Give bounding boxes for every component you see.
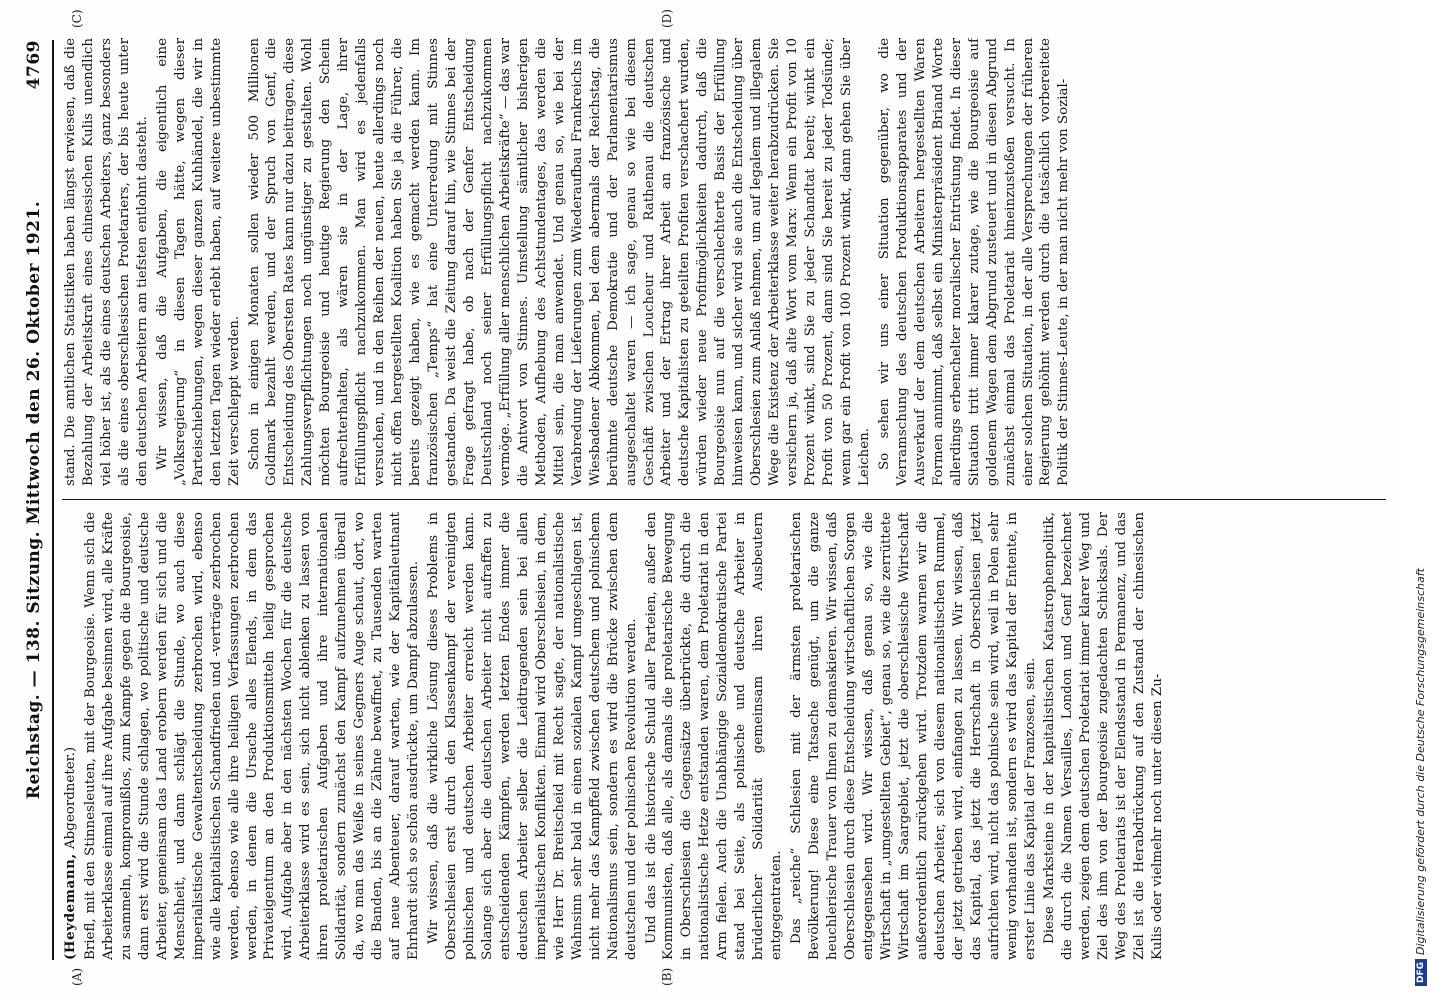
paragraph: Briefl, mit den Stinnesleuten, mit der Bourgeoisie. Wenn sich die Arbeiterklasse einmal auf ihre Aufgabe besinnen wird, alle Kräfte zu sammeln, kompromißlos, zum Kampfe gegen die Bourgeoisie, dann erst wird die Stunde schlagen, wo politische und deutsche Arbeiter, gemeinsam das Land erobern werden für sich und die Menschheit, und dann schlägt die Stunde, wo auch diese imperialistische Gewaltentscheidung zerbrochen wird, ebenso wie alle kapitalistischen Schandfrieden und -verträge zerbrochen werden, ebenso wie alle ihre heiligen Verfassungen zerbrochen werden, in denen die Ursache alles Elends, in dem das Privateigentum an den Produktionsmitteln heilig gesprochen wird. Aufgabe aber in den nächsten Wochen für die deutsche Arbeiterklasse wird es sein, sich nicht ablenken zu lassen von ihren proletarischen Aufgaben und ihre internationalen Solidarität, sondern zunächst den Kampf aufzunehmen überall da, wo man das Weiße in seines Gegners Auge schaut, dort, wo die Banden, bis an die Zähne bewaffnet, zu Tausenden warten auf neue Abenteuer, darauf warten, wie der Kapitänleutnant Ehrhardt sich so schön ausdrückte, um Dampf abzulassen. <box>82 512 422 960</box>
margin-marker-c: (C) <box>70 9 84 28</box>
page-number: 4769 <box>24 40 44 90</box>
left-column <box>62 512 1386 960</box>
dfg-logo: DFG <box>1415 959 1427 986</box>
right-column <box>62 38 1386 486</box>
paragraph: Das „reiche“ Schlesien mit der ärmsten proletarischen Bevölkerung! Diese eine Tatsache genügt, um die ganze heuchlerische Trauer von Ihnen zu demaskieren. Wir wissen, daß Oberschlesien durch diese Entscheidung wirtschaftlichen Sorgen entgegensehen wird. Wir wissen, daß genau so, wie die Wirtschaft in „umgestellten Gebiet“, genau so, wie die zerrüttete Wirtschaft im Saargebiet, jetzt die oberschlesische Wirtschaft außerordentlich zurückgehen wird. Trotzdem warnen wir die deutschen Arbeiter, sich von diesem nationalistischen Rummel, der jetzt getrieben wird, einfangen zu lassen. Wir wissen, daß das Kapital, das jetzt die Herrschaft in Oberschlesien jetzt aufrichten wird, nicht das polnische sein wird, weil in Polen sehr wenig vorhanden ist, sondern es wird das Kapital der Entente, in erster Linie das Kapital der Franzosen, sein. <box>789 512 1038 960</box>
paragraph: Schon in einigen Monaten sollen wieder 500 Millionen Goldmark bezahlt werden, und der Spruch von Genf, die Entscheidung des Obersten Rates kann nur dazu beitragen, diese Zahlungsverpflichtungen noch ungünstiger zu gestalten. Wohl möchten Bourgeoisie und heutige Regierung den Schein aufrechterhalten, als wären sie in der Lage, ihrer Erfüllungspflicht nachzukommen. Man wird es jedenfalls versuchen, und in den Reihen der neuen, heute allerdings noch nicht offen hergestellten Koalition haben Sie ja die Führer, die bereits gezeigt haben, wie es gemacht werden kann. Im französischen „Temps“ hat eine Unterredung mit Stinnes gestanden. Da weist die Zeitung darauf hin, wie Stinnes bei der Frage gefragt habe, ob nach der Genfer Entscheidung Deutschland noch seiner Erfüllungspflicht nachzukommen vermöge. „Erfüllung aller menschlichen Arbeitskräfte“ — das war die Antwort von Stinnes. Umstellung sämtlicher bisherigen Methoden, Aufhebung des Achtstundentages, das werden die Mittel sein, die man anwendet. Und genau so, wie bei der Verabredung der Lieferungen zum Wiederaufbau Frankreichs im Wiesbadener Abkommen, bei dem abermals der Reichstag, die berühmte deutsche Demokratie und der Parlamentarismus ausgeschaltet waren — ich sage, genau so wie bei diesem Geschäft zwischen Loucheur und Rathenau die deutschen Arbeiter und der Ertrag ihrer Arbeit an französische und deutsche Kapitalisten zu geteilten Profiten verschachert wurden, würden wieder neue Profitmöglichkeiten dadurch, daß die Bourgeoisie nun auf die verschlechterte Basis der Erfüllung hinweisen kann, und sicher wird sie auch die Entscheidung über Oberschlesien zum Anlaß nehmen, um auf legalem und illegalem Wege die Existenz der Arbeiterklasse weiter herabzudrücken. Sie versichern ja, daß alte Wort vom Marx: Wenn ein Profit von 10 Prozent winkt, sind Sie zu jeder Schandtat bereit; winkt ein Profit von 50 Prozent, dann sind Sie bereit zu jeder Todsünde; wenn gar ein Profit von 100 Prozent winkt, dann gehen Sie über Leichen. <box>246 38 872 486</box>
digitization-credit <box>1408 0 1434 1000</box>
paragraph: Diese Marksteine in der kapitalistischen Katastrophenpolitik, die durch die Namen Versailles, London und Genf bezeichnet werden, zeigen dem deutschen Proletariat immer klarer Weg und Ziel des ihm von der Bourgeoisie zugedachten Schicksals. Der Weg des Proletariats ist der Elendsstand in Permanenz, und das Ziel ist die Herabdrückung auf den Zustand der chinesischen Kulis oder vielmehr noch unter diesen Zu- <box>1042 512 1166 960</box>
margin-marker-d: (D) <box>660 9 674 28</box>
speaker-name: (Heydemann, <box>62 853 78 960</box>
speaker-role: Abgeordneter.) <box>63 746 78 849</box>
paragraph: stand. Die amtlichen Statistiken haben längst erwiesen, daß die Bezahlung der Arbeitskraft eines chinesischen Kulis unendlich viel höher ist, als die eines deutschen Arbeiters, ganz besonders als die eines oberschlesischen Proletariers, der bis heute unter den deutschen Arbeitern am tiefsten entlohnt dasteht. <box>63 38 150 486</box>
page-header <box>22 40 54 960</box>
column-divider <box>62 499 1386 500</box>
paragraph: Und das ist die historische Schuld aller Parteien, außer den Kommunisten, daß alle, als damals die proletarische Bewegung in Oberschlesien die Gegensätze überbrückte, die durch die nationalistische Hetze entstanden waren, dem Proletariat in den Arm fielen. Auch die Unabhängige Sozialdemokratische Partei stand bei Seite, als polnische und deutsche Arbeiter in brüderlicher Solidarität gemeinsam ihren Ausbeutern entgegentraten. <box>643 512 785 960</box>
credit-text: Digitalisierung gefördert durch die Deutsche Forschungsgemeinschaft <box>1414 568 1427 955</box>
header-title: Reichstag. — 138. Sitzung. Mittwoch den 26. Oktober 1921. <box>24 200 44 800</box>
speaker-line <box>62 512 80 960</box>
paragraph: Wir wissen, daß die Aufgaben, die eigentlich eine „Volksregierung“ in diesen Tagen hätte, wegen dieser Parteischiebungen, wegen dieser ganzen Kuhhändel, die wir in den letzten Tagen wieder erlebt haben, auf weitere unbestimmte Zeit verschleppt werden. <box>154 38 242 486</box>
margin-marker-a: (A) <box>70 967 84 986</box>
paragraph: Wir wissen, daß die wirkliche Lösung dieses Problems in Oberschlesien erst durch den Klassenkampf der vereinigten polnischen und deutschen Arbeiter erreicht werden kann. Solange sich aber die deutschen Arbeiter nicht aufraffen zu entscheidenden Kämpfen, werden letzten Endes immer die deutschen Arbeiter selber die Leidtragenden sein bei allen imperialistischen Konflikten. Einmal wird Oberschlesien, in dem, wie Herr Dr. Breitscheid mit Recht sagte, der nationalistische Wahnsinn sehr bald in einen sozialen Kampf umgeschlagen ist, nicht mehr das Kampffeld zwischen deutschem und polnischem Nationalismus sein, sondern es wird die Brücke zwischen dem deutschen und der polnischen Revolution werden. <box>426 512 639 960</box>
paragraph: So sehen wir uns einer Situation gegenüber, wo die Verramschung des deutschen Produktionsapparates und der Ausverkauf der dem deutschen Arbeitern hergestellten Waren Formen annimmt, daß selbst ein Ministerpräsident Briand Worte allerdings erbenchelter moralischer Entrüstung findet. In dieser Situation tritt immer klarer zutage, wie die Bourgeoisie auf goldenem Wagen dem Abgrund zusteuert und in diesen Abgrund zunächst einmal das Proletariat hineinzustoßen versucht. In einer solchen Situation, in der alle Versprechungen der früheren Regierung gehöhnt werden durch die tatsächlich vorbereitete Politik der Stinnes-Leute, in der man nicht mehr von Sozial- <box>876 38 1072 486</box>
margin-marker-b: (B) <box>660 967 674 986</box>
